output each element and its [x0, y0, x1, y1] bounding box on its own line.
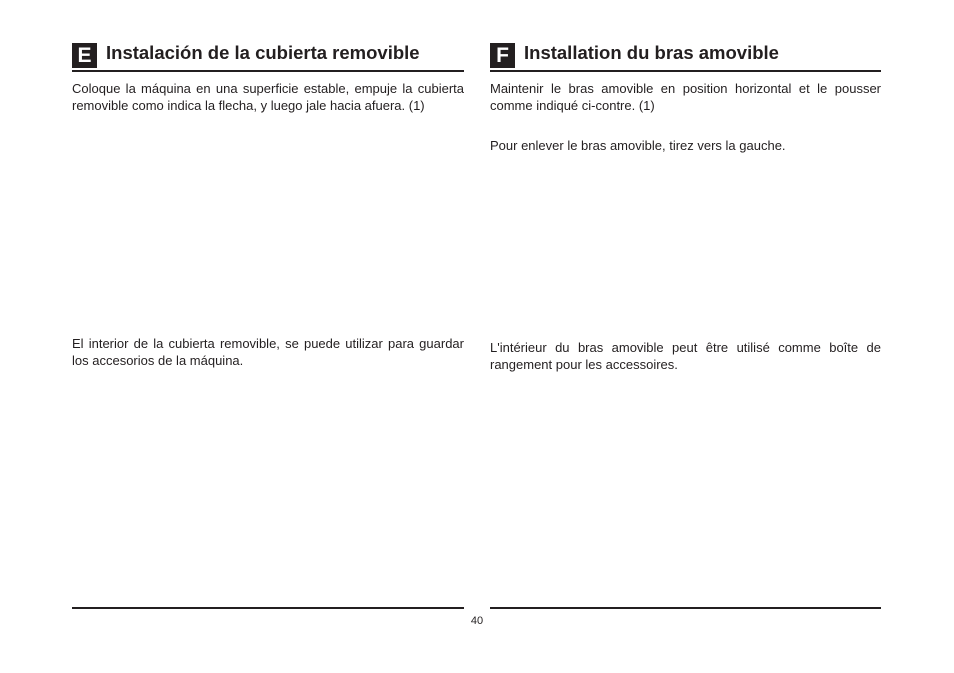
language-badge-f: F	[490, 43, 515, 68]
footer-rule-right	[490, 607, 881, 609]
section-header-french	[490, 40, 881, 72]
section-title-french: Installation du bras amovible	[524, 42, 779, 63]
paragraph-storage-spanish: El interior de la cubierta removible, se puede utilizar para guardar los accesorios de la máquina.	[72, 336, 464, 368]
paragraph-install-spanish: Coloque la máquina en una superficie estable, empuje la cubierta removible como indica la flecha, y luego jale hacia afuera. (1)	[72, 81, 464, 113]
section-header-spanish	[72, 40, 464, 72]
spanish-section	[72, 40, 464, 368]
section-title-spanish: Instalación de la cubierta removible	[106, 42, 420, 63]
page-number: 40	[470, 615, 484, 627]
french-section	[490, 40, 881, 372]
paragraph-install-french: Maintenir le bras amovible en position horizontal et le pousser comme indiqué ci-contre. (1)	[490, 81, 881, 113]
paragraph-storage-french: L'intérieur du bras amovible peut être utilisé comme boîte de rangement pour les accessoires.	[490, 340, 881, 372]
language-badge-e: E	[72, 43, 97, 68]
paragraph-remove-french: Pour enlever le bras amovible, tirez vers la gauche.	[490, 138, 786, 153]
footer-rule-left	[72, 607, 464, 609]
